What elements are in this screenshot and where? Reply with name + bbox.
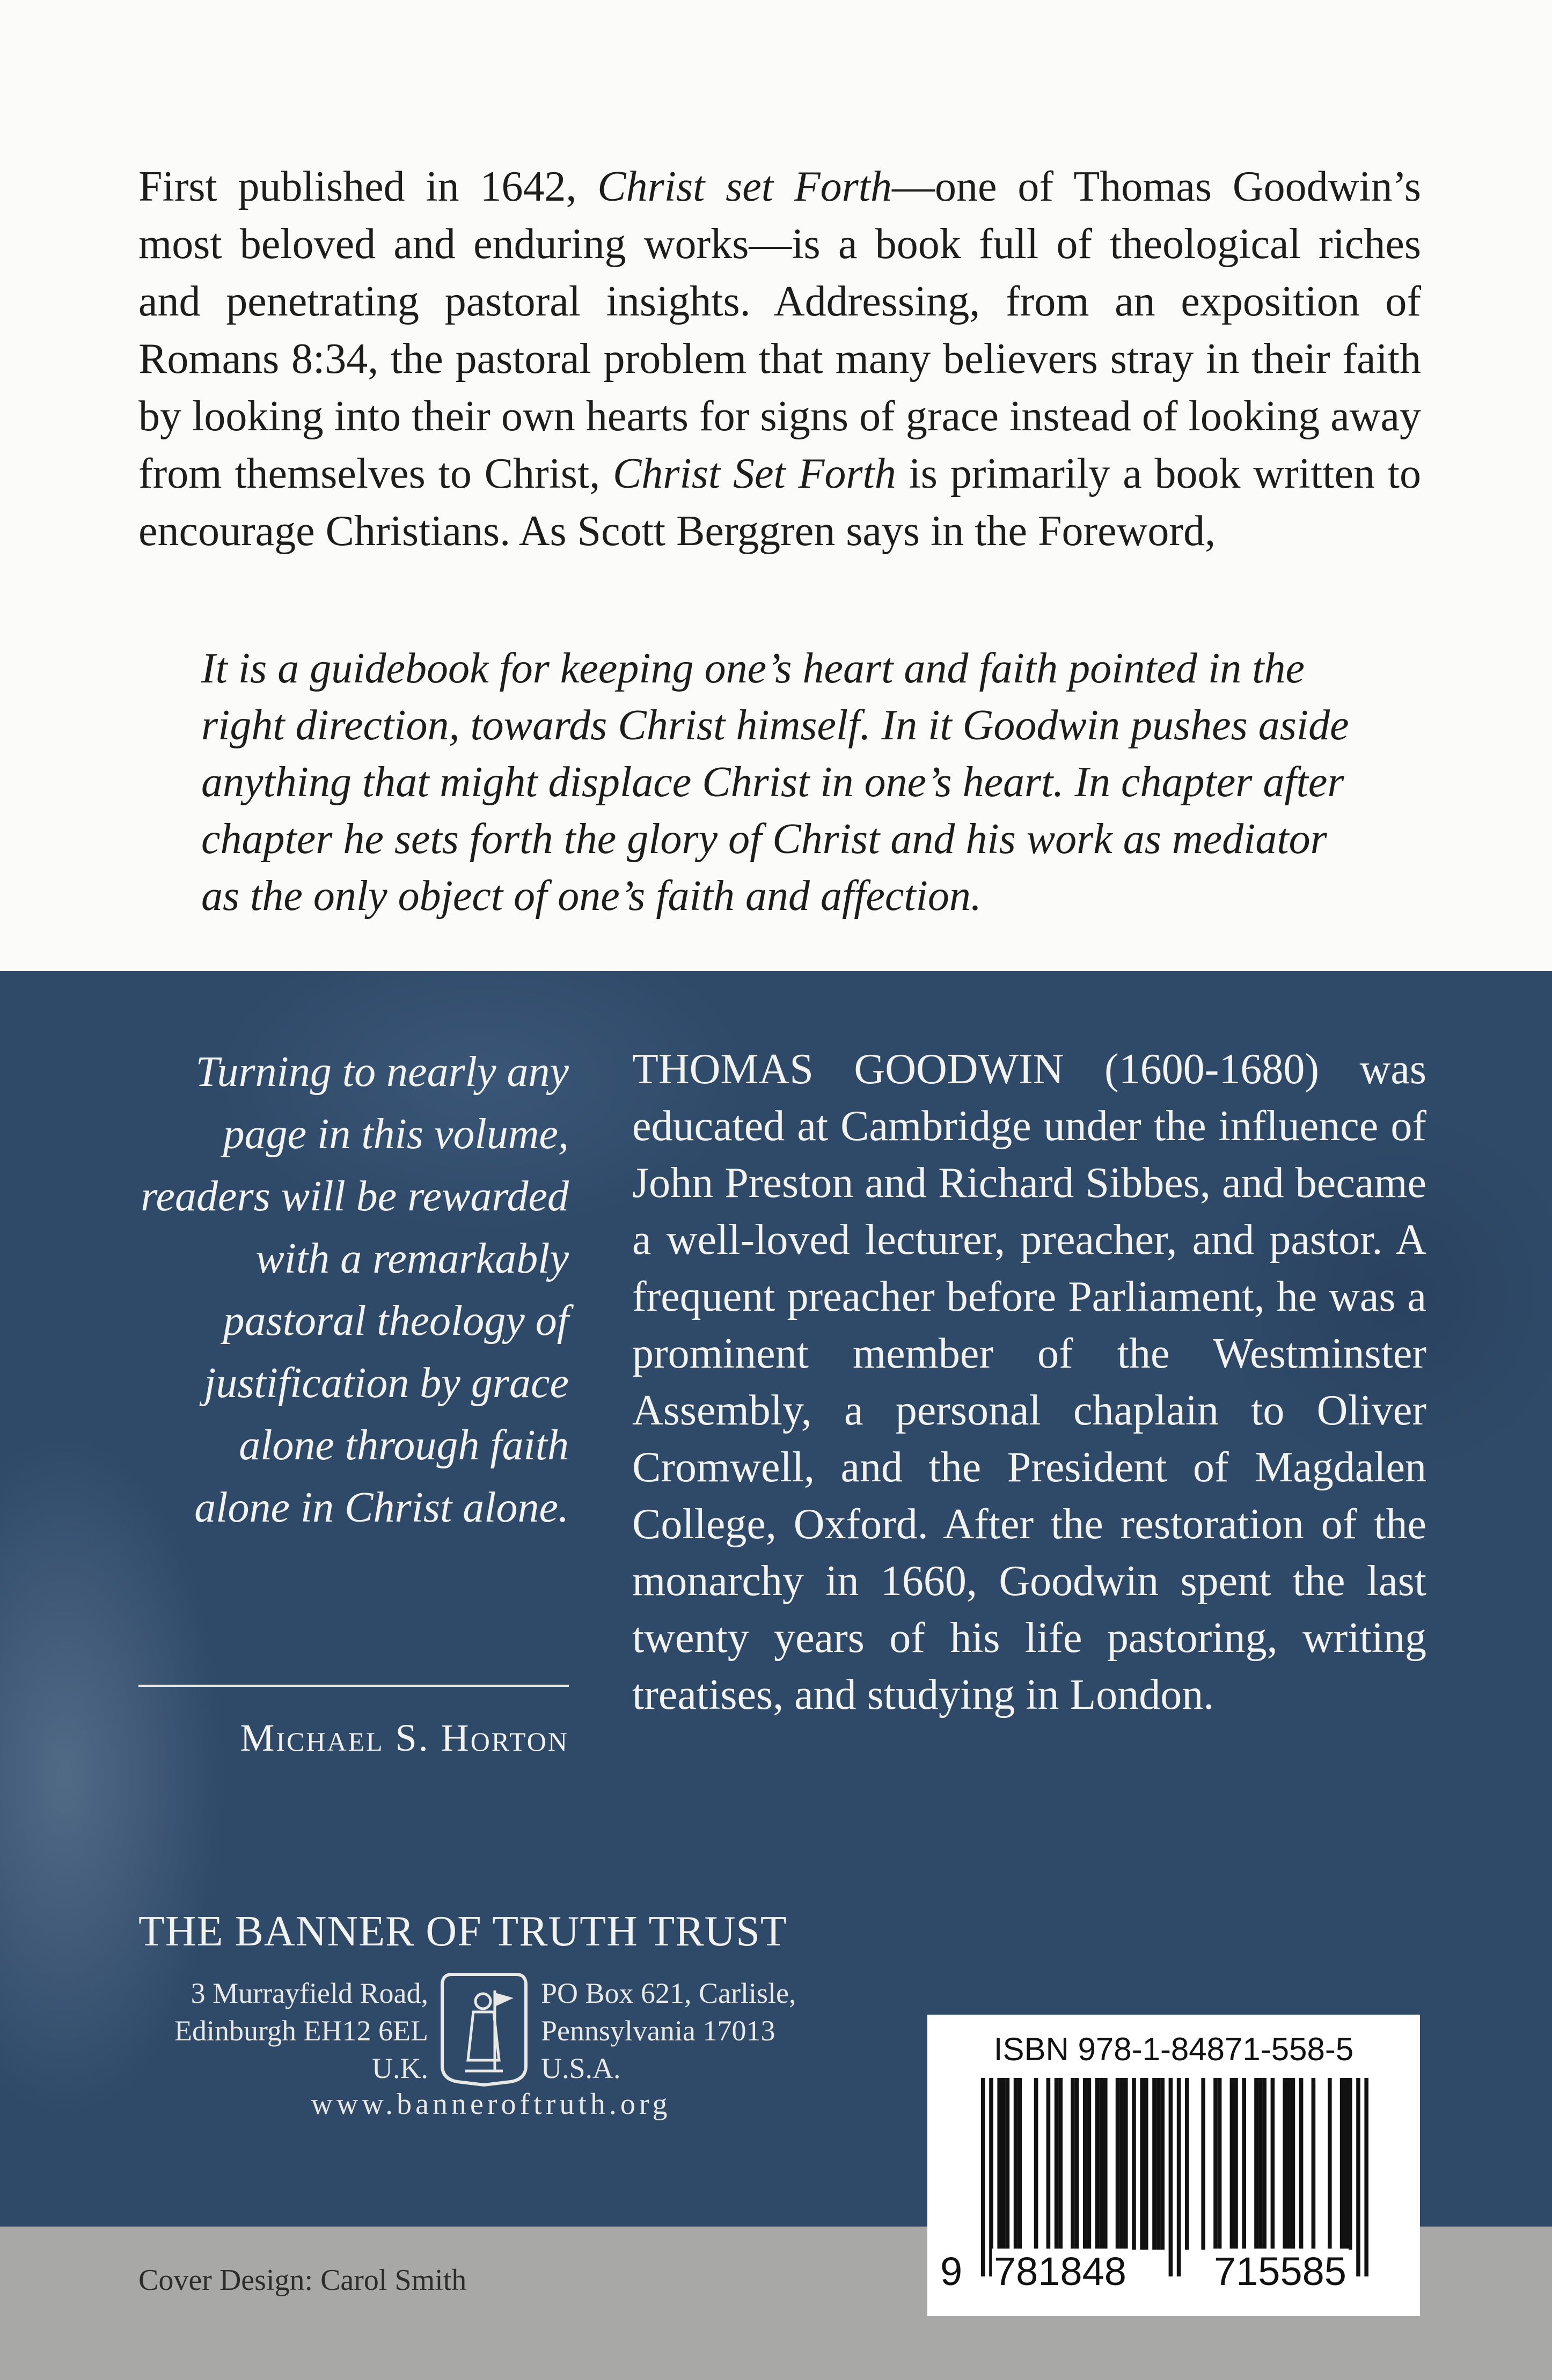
barcode-bar <box>1287 2078 1291 2250</box>
address-line: Pennsylvania 17013 <box>541 2015 775 2047</box>
isbn-barcode-box <box>927 2015 1420 2316</box>
intro-paragraph <box>138 158 1421 560</box>
barcode-bar <box>1095 2078 1100 2250</box>
barcode-bar <box>1132 2078 1136 2250</box>
pull-quote-line: justification by grace <box>204 1360 569 1407</box>
barcode-bar <box>1356 2078 1360 2276</box>
barcode <box>949 2078 1400 2276</box>
barcode-bar <box>1046 2078 1051 2250</box>
barcode-bar <box>1291 2078 1295 2250</box>
barcode-bar <box>1177 2078 1181 2276</box>
barcode-bar <box>1119 2078 1124 2250</box>
barcode-bar <box>1006 2078 1010 2250</box>
pull-quote-attribution: Michael S. Horton <box>240 1716 569 1759</box>
address-line: U.S.A. <box>541 2052 621 2084</box>
barcode-bar <box>989 2078 993 2276</box>
address-line: 3 Murrayfield Road, <box>191 1977 428 2009</box>
barcode-bar <box>1218 2078 1222 2250</box>
barcode-bar <box>1213 2078 1218 2250</box>
cover-design-credit: Cover Design: Carol Smith <box>138 2264 467 2297</box>
barcode-bar <box>1312 2078 1316 2250</box>
barcode-bar <box>1271 2078 1275 2250</box>
barcode-bar <box>1075 2078 1079 2250</box>
banner-figure-icon <box>436 1969 532 2087</box>
address-uk <box>138 1974 428 2087</box>
barcode-digit-group: 781848 <box>992 2249 1129 2294</box>
barcode-bar <box>1055 2078 1059 2250</box>
barcode-bar <box>997 2078 1001 2250</box>
barcode-bar <box>1017 2078 1022 2250</box>
pull-quote-line: Turning to nearly any <box>195 1048 569 1096</box>
barcode-bar <box>1169 2078 1173 2276</box>
barcode-bar <box>1160 2078 1165 2250</box>
barcode-digit-group: 715585 <box>1212 2249 1349 2294</box>
barcode-bar <box>1099 2078 1103 2250</box>
pull-quote-line: alone through faith <box>239 1422 569 1469</box>
barcode-bar <box>1328 2078 1332 2250</box>
barcode-bar <box>1034 2078 1038 2250</box>
barcode-bar <box>1299 2078 1304 2250</box>
barcode-bar <box>1258 2078 1263 2250</box>
address-us <box>541 1974 874 2087</box>
barcode-bar <box>1230 2078 1234 2250</box>
pull-quote <box>107 1041 569 1539</box>
pull-quote-line: page in this volume, <box>223 1111 569 1158</box>
barcode-bar <box>1201 2078 1205 2250</box>
barcode-bar <box>981 2078 985 2276</box>
publisher-url: www.banneroftruth.org <box>311 2088 671 2121</box>
barcode-bar <box>1144 2078 1148 2250</box>
intro-text-c: is primarily a book written to encourage Christians. As Scott Berggren says in the Foreword, <box>138 450 1421 555</box>
book-title-italic-2: Christ Set Forth <box>613 450 896 497</box>
book-title-italic: Christ set Forth <box>597 163 892 210</box>
barcode-bar <box>1364 2078 1368 2276</box>
barcode-bar <box>1058 2078 1063 2250</box>
pull-quote-divider <box>138 1685 569 1687</box>
address-line: PO Box 621, Carlisle, <box>541 1977 796 2009</box>
barcode-bar <box>1103 2078 1108 2250</box>
pull-quote-line: with a remarkably <box>255 1235 569 1282</box>
address-line: Edinburgh EH12 6EL <box>174 2015 428 2047</box>
barcode-bar <box>1116 2078 1120 2250</box>
barcode-bar <box>1156 2078 1161 2250</box>
barcode-bar <box>1344 2078 1348 2250</box>
intro-text-a: First published in 1642, <box>138 163 598 210</box>
address-line: U.K. <box>372 2052 428 2084</box>
barcode-bar <box>1348 2078 1352 2250</box>
barcode-bar <box>1234 2078 1238 2250</box>
pull-quote-line: pastoral theology of <box>223 1297 569 1345</box>
barcode-bar <box>1340 2078 1344 2250</box>
barcode-digit-group: 9 <box>938 2249 964 2294</box>
barcode-bar <box>1124 2078 1128 2250</box>
isbn-number: ISBN 978-1-84871-558-5 <box>993 2031 1354 2067</box>
barcode-bar <box>1083 2078 1087 2250</box>
barcode-bar <box>1283 2078 1287 2250</box>
author-bio <box>632 1041 1426 1723</box>
pull-quote-line: readers will be rewarded <box>141 1173 569 1220</box>
barcode-bar <box>1014 2078 1018 2250</box>
pull-quote-line: alone in Christ alone. <box>194 1484 569 1531</box>
author-bio-text: THOMAS GOODWIN (1600-1680) was educated at Cambridge under the influence of John Preston and Richard Sibbes, and became a well-loved lecturer, preacher, and pastor. A frequent preacher before Parliament, he was a prominent member of the Westminster Assembly, a personal chaplain to Oliver Cromwell, and the President of Magdalen College, Oxford. After the restoration of the monarchy in 1660, Goodwin spent the last twenty years of his life pastoring, writing treatises, and studying in London. <box>632 1046 1426 1718</box>
publisher-name: THE BANNER OF TRUTH TRUST <box>138 1908 787 1955</box>
barcode-bar <box>1242 2078 1246 2250</box>
barcode-bar <box>1185 2078 1189 2250</box>
foreword-quote: It is a guidebook for keeping one’s heart and faith pointed in the right direction, towards Christ himself. In it Goodwin pushes aside anything that might displace Christ in one’s heart. In chapter after chapter he sets forth the glory of Christ and his work as mediator as the only object of one’s faith and affection. <box>201 645 1349 920</box>
barcode-bar <box>1071 2078 1075 2250</box>
upper-text-panel <box>0 0 1552 971</box>
barcode-bar <box>1262 2078 1267 2250</box>
barcode-bar <box>1087 2078 1092 2250</box>
barcode-bar <box>1140 2078 1144 2250</box>
intro-text-b: —one of Thomas Goodwin’s most beloved and enduring works—is a book full of theological riches and penetrating pastoral insights. Addressing, from an exposition of Romans 8:34, the pastoral problem that many believers stray in their faith by looking into their own hearts for signs of grace instead of looking away from themselves to Christ, <box>138 163 1422 497</box>
barcode-bar <box>1254 2078 1258 2250</box>
barcode-bar <box>1152 2078 1156 2250</box>
barcode-bar <box>1001 2078 1006 2250</box>
